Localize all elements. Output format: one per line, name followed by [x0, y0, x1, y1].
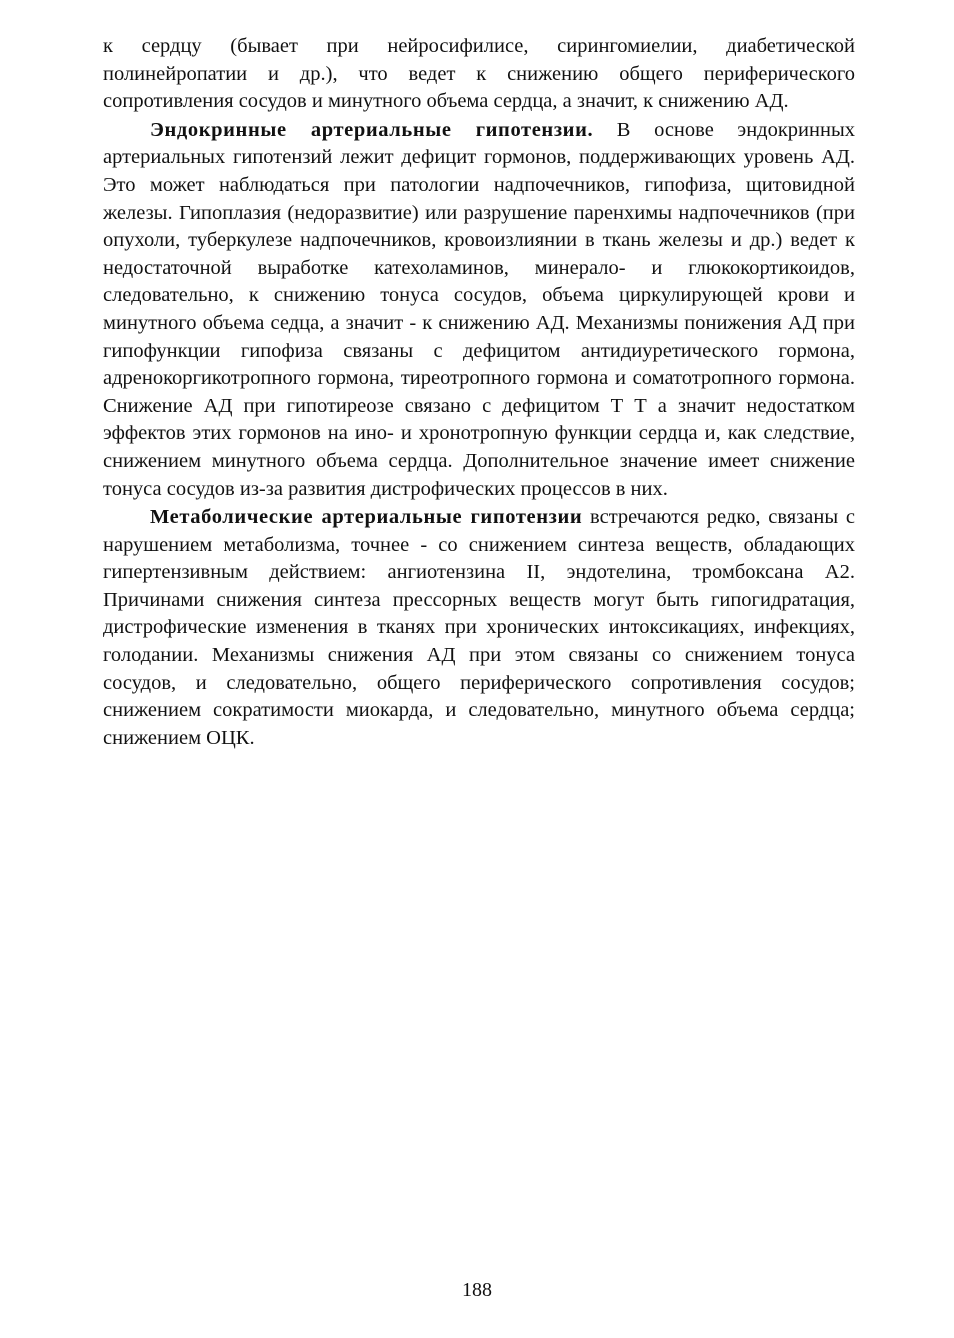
page-body: [103, 33, 855, 752]
paragraph-endocrine-hypotension: [103, 117, 855, 503]
section-heading: Эндокринные артериальные гипотензии.: [150, 118, 594, 141]
paragraph-text: В основе эндокринных артериальных гипотензий лежит дефицит гормонов, поддерживающих уровень АД. Это может наблюдаться при патологии надпочечников, гипофиза, щитовидной железы. Гипоплазия (недоразвитие) или разрушение паренхимы надпочечников (при опухоли, туберкулезе надпочечников, кровоизлиянии в ткань железы и др.) ведет к недостаточной выработке катехоламинов, минерало- и глюкокортикоидов, следовательно, к снижению тонуса сосудов, объема циркулирующей крови и минутного объема седца, а значит - к снижению АД. Механизмы понижения АД при гипофункции гипофиза связаны с дефицитом антидиуретического гормона, адренокоргикотропного гормона, тиреотропного гормона и соматотропного гормона. Снижение АД при гипотиреозе связано с дефицитом Т Т а значит недостатком эффектов этих гормонов на ино- и хронотропную функции сердца и, как следствие, снижением минутного объема сердца. Дополнительное значение имеет снижение тонуса сосудов из-за развития дистрофических процессов в них.: [103, 118, 855, 500]
paragraph-text: встречаются редко, связаны с нарушением метаболизма, точнее - со снижением синтеза веществ, обладающих гипертензивным действием: ангиотензина II, эндотелина, тромбоксана А2. Причинами снижения синтеза прессорных веществ могут быть гипогидратация, дистрофические изменения в тканях при хронических интоксикациях, инфекциях, голодании. Механизмы снижения АД при этом связаны со снижением тонуса сосудов, и следовательно, общего периферического сопротивления сосудов; снижением сократимости миокарда, и следовательно, минутного объема сердца; снижением ОЦК.: [103, 506, 855, 749]
paragraph-metabolic-hypotension: [103, 504, 855, 752]
paragraph-continuation: [103, 33, 855, 116]
page-number: 188: [462, 1279, 492, 1301]
section-heading: Метаболические артериальные гипотензии: [150, 506, 583, 529]
paragraph-text: к сердцу (бывает при нейросифилисе, сирингомиелии, диабетической полинейропатии и др.), что ведет к снижению общего периферического сопротивления сосудов и минутного объема сердца, а значит, к снижению АД.: [103, 35, 855, 113]
